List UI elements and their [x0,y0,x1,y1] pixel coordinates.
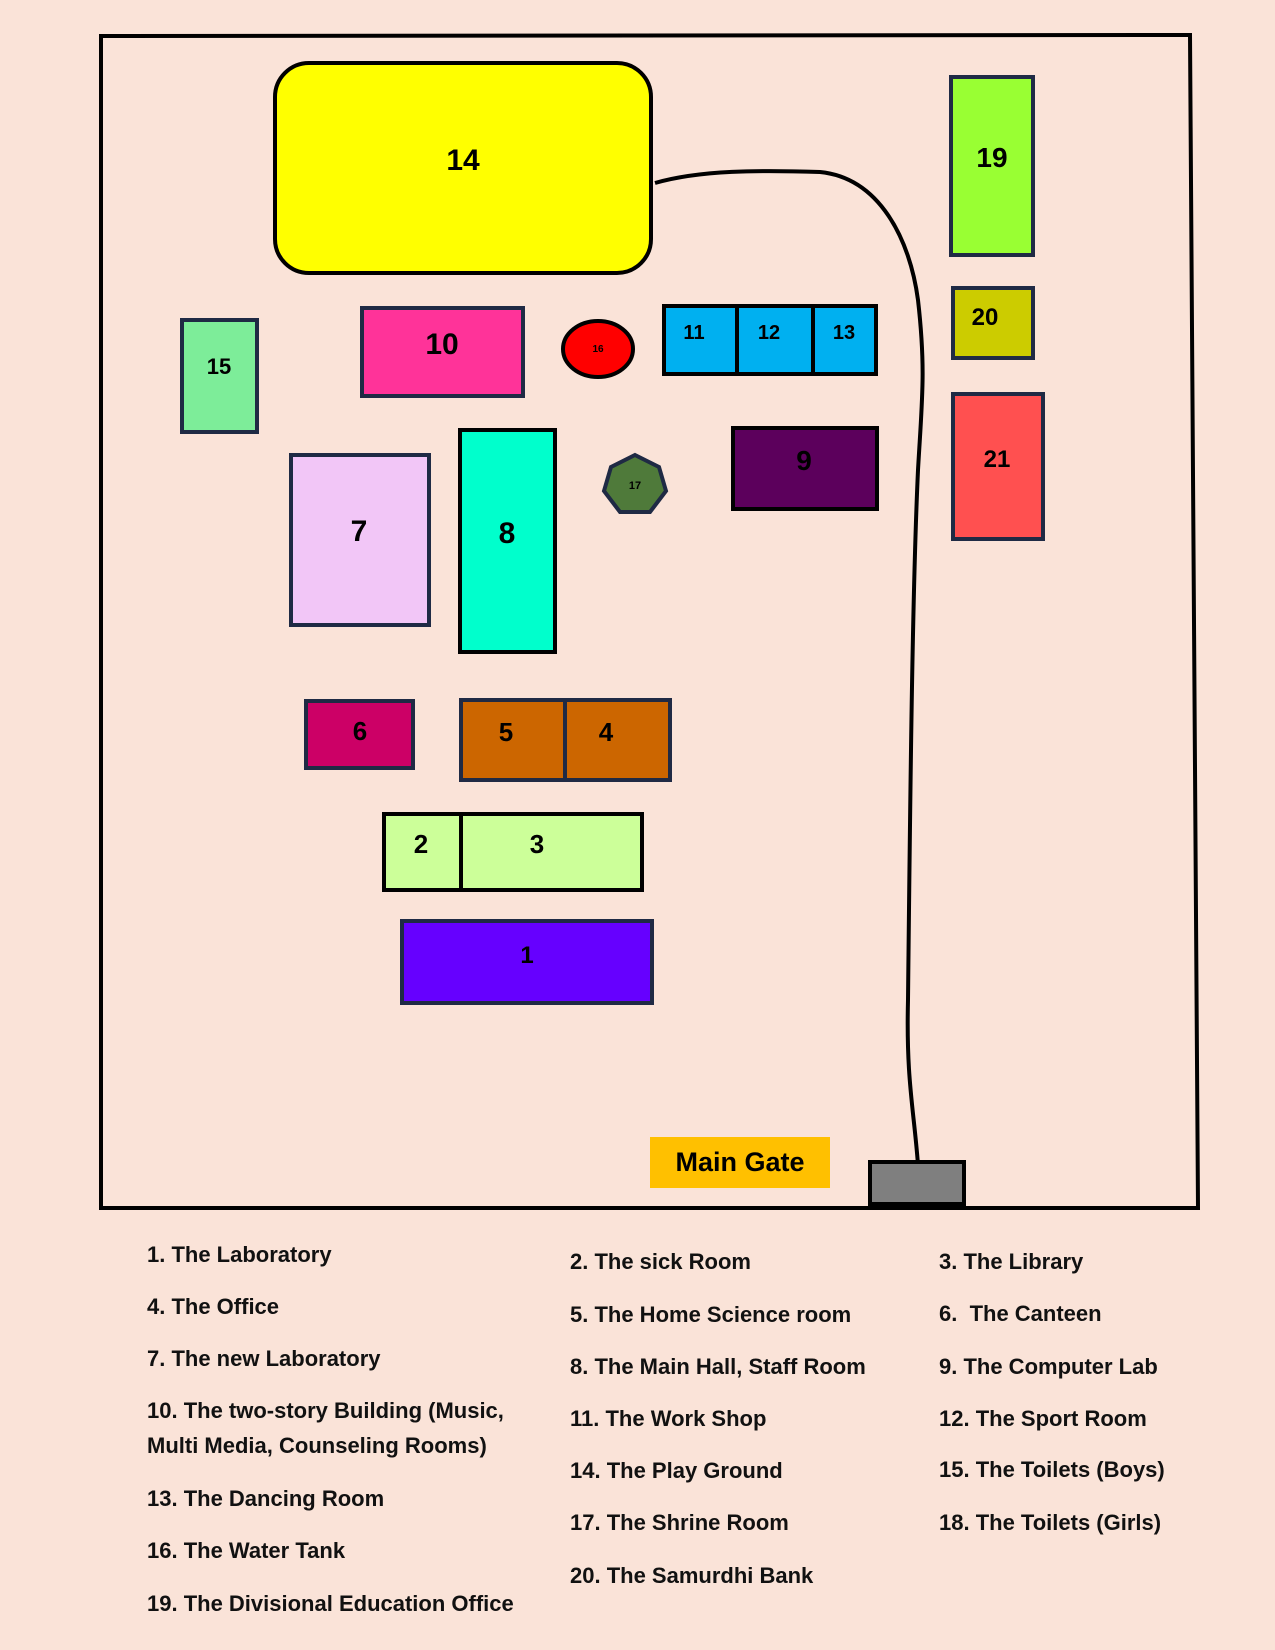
building-12-label: 12 [757,322,781,344]
building-4-label: 4 [598,717,614,747]
building-17-label: 17 [628,480,642,492]
building-4-office [565,700,670,780]
building-11-label: 11 [683,322,705,344]
legend-item: 14. The Play Ground [570,1458,783,1483]
legend-item: 3. The Library [939,1249,1084,1274]
building-3-library [461,814,642,890]
main-gate [870,1162,964,1204]
building-15-label: 15 [206,354,232,379]
legend-item: 7. The new Laboratory [147,1346,381,1371]
legend-item: 17. The Shrine Room [570,1510,789,1535]
building-6-label: 6 [352,716,368,746]
building-8-label: 8 [498,517,516,550]
building-2-label: 2 [413,829,429,859]
building-3-label: 3 [529,829,545,859]
legend-item: 11. The Work Shop [570,1406,767,1431]
legend-item: 4. The Office [147,1294,280,1319]
legend-item: 9. The Computer Lab [939,1354,1158,1379]
building-9-label: 9 [796,445,812,476]
building-5-label: 5 [498,717,514,747]
legend-item: 1. The Laboratory [147,1242,332,1267]
legend-item: 6. The Canteen [939,1301,1102,1326]
building-16-label: 16 [592,344,604,355]
building-1-label: 1 [520,942,534,969]
legend-item: 13. The Dancing Room [147,1486,385,1511]
legend-item: 15. The Toilets (Boys) [939,1457,1165,1482]
legend-item: Multi Media, Counseling Rooms) [147,1433,487,1458]
building-20-label: 20 [971,304,999,331]
building-14-label: 14 [446,144,480,177]
legend-item: 18. The Toilets (Girls) [939,1510,1162,1535]
building-13-label: 13 [832,322,856,344]
main-gate-label: Main Gate [650,1137,830,1188]
building-21-label: 21 [983,446,1011,473]
legend-item: 19. The Divisional Education Office [147,1591,514,1616]
building-7-label: 7 [350,515,368,548]
legend-item: 10. The two-story Building (Music, [147,1398,504,1423]
legend-item: 12. The Sport Room [939,1406,1147,1431]
building-10-label: 10 [425,328,459,361]
legend-item: 20. The Samurdhi Bank [570,1563,814,1588]
legend-item: 16. The Water Tank [147,1538,346,1563]
legend-item: 5. The Home Science room [570,1302,852,1327]
legend-item: 2. The sick Room [570,1249,751,1274]
building-19-label: 19 [976,142,1008,173]
legend-item: 8. The Main Hall, Staff Room [570,1354,866,1379]
